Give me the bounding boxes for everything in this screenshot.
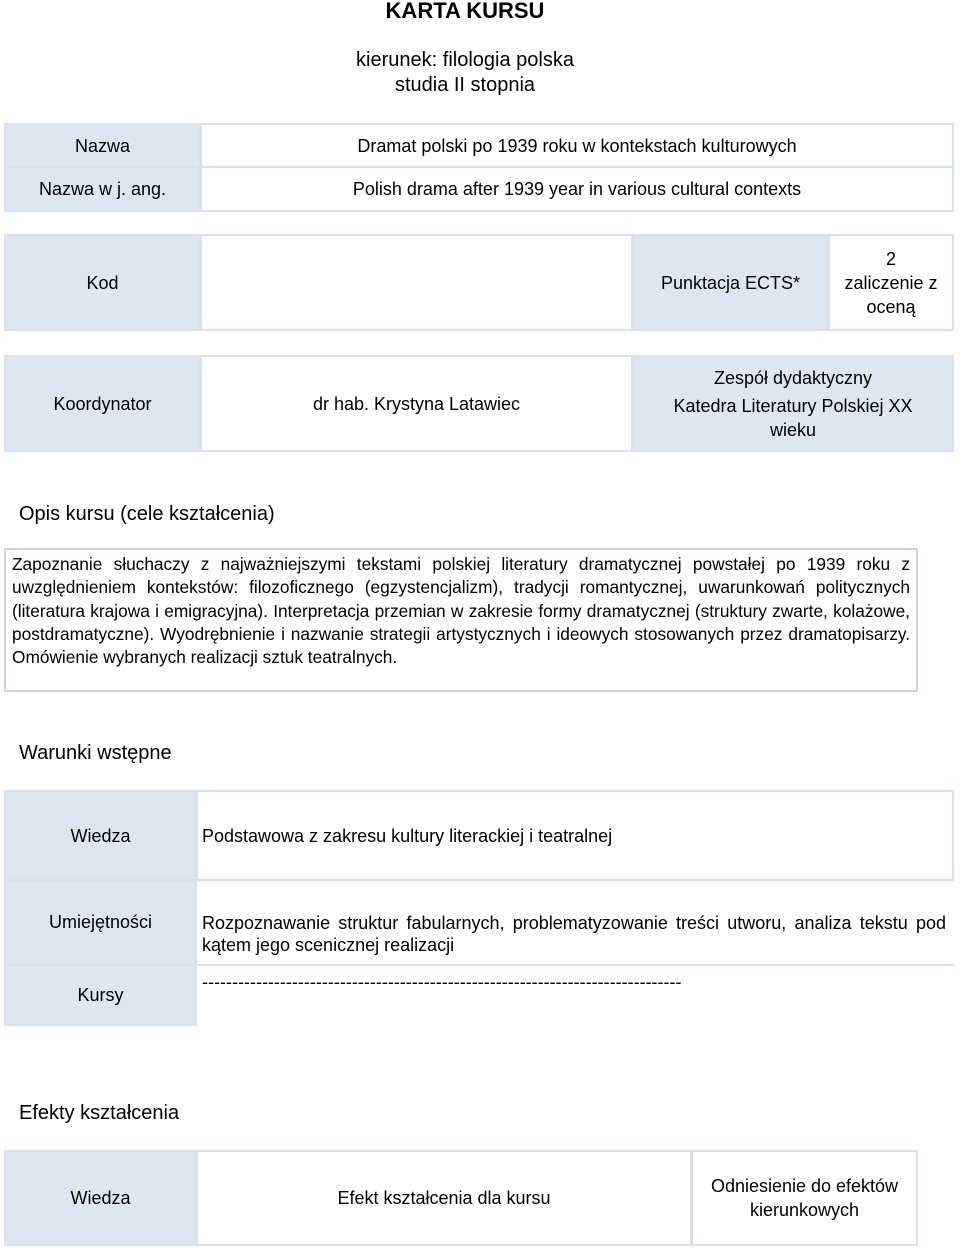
outcomes-col-knowledge: Wiedza [4,1150,197,1246]
ects-value: 2 [885,248,896,269]
team-value: Katedra Literatury Polskiej XX wieku [673,395,913,440]
prereq-knowledge-value: Podstawowa z zakresu kultury literackiej i teatralnej [196,790,954,881]
ects-cell [828,234,954,331]
ects-assessment: zaliczenie z oceną [844,272,938,317]
name-value: Dramat polski po 1939 roku w kontekstach kulturowych [200,123,954,168]
team-label: Zespół dydaktyczny [713,367,873,388]
prereq-courses-label: Kursy [4,964,197,1026]
name-en-label: Nazwa w j. ang. [4,166,201,212]
name-en-value: Polish drama after 1939 year in various cultural contexts [200,166,954,212]
outcomes-col-effect: Efekt kształcenia dla kursu [196,1150,692,1246]
code-value [200,234,633,331]
coordinator-value: dr hab. Krystyna Latawiec [200,355,633,452]
prerequisites-heading: Warunki wstępne [19,742,172,764]
ects-label: Punktacja ECTS* [632,234,829,331]
outcomes-heading: Efekty kształcenia [19,1102,180,1124]
name-label: Nazwa [4,123,201,168]
prereq-skills-value: Rozpoznawanie struktur fabularnych, problematyzowanie treści utworu, analiza tekstu pod kątem jego scenicznej realizacji [202,913,946,955]
prereq-skills-label: Umiejętności [4,880,197,965]
description-heading: Opis kursu (cele kształcenia) [19,503,275,525]
outcomes-col-reference: Odniesienie do efektów kierunkowych [691,1150,918,1246]
degree-line: studia II stopnia [394,74,536,96]
prereq-knowledge-label: Wiedza [4,790,197,881]
description-text: Zapoznanie słuchaczy z najważniejszymi tekstami polskiej literatury dramatycznej powstałej po 1939 roku z uwzględnieniem kontekstów: filozoficznego (egzystencjalizm), tradycji romantycznej, uwarunkowań politycznych (literatura krajowa i emigracyjna). Interpretacja przemian w zakresie formy dramatycznej (struktury zwarte, kolażowe, postdramatyczne). Wyodrębnienie i nazwanie strategii artystycznych i ideowych stosowanych przez dramatopisarzy. Omówienie wybranych realizacji sztuk teatralnych. [4,548,918,692]
prereq-divider [196,964,954,966]
code-label: Kod [4,234,201,331]
team-cell [632,355,954,452]
prereq-courses-value: -------------------------------------------------------------------------------- [202,972,682,992]
coordinator-label: Koordynator [4,355,201,452]
program-line: kierunek: filologia polska [356,49,574,71]
page-title: KARTA KURSU [385,0,545,23]
